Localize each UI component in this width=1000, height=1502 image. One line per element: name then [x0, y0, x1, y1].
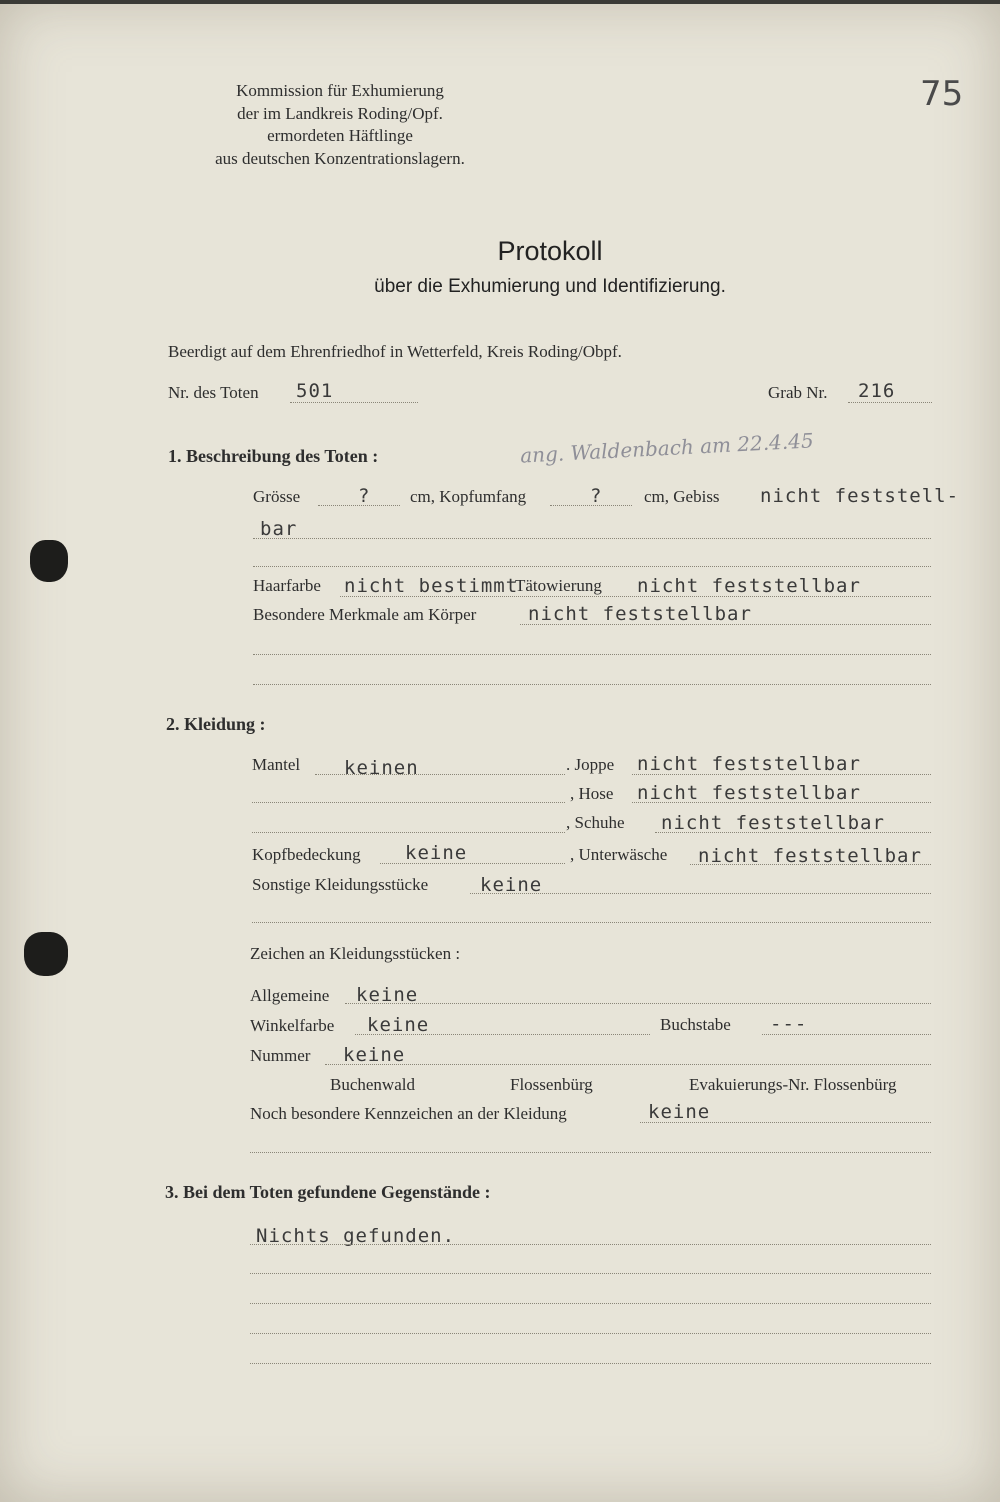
dotted-line	[632, 774, 931, 775]
commission-header	[170, 80, 510, 170]
cm-teeth-label: cm, Gebiss	[644, 487, 720, 506]
dotted-line	[252, 802, 565, 803]
schuhe-value: nicht feststellbar	[661, 812, 885, 834]
dead-number-value: 501	[296, 380, 334, 402]
dead-number-label: Nr. des Toten	[168, 383, 259, 402]
dotted-line	[250, 1363, 931, 1364]
zeichen-label: Zeichen an Kleidungsstücken :	[250, 944, 461, 963]
sonstige-label: Sonstige Kleidungsstücke	[252, 875, 429, 894]
marks-label: Besondere Merkmale am Körper	[253, 605, 477, 624]
hose-label: , Hose	[570, 784, 614, 803]
tattoo-value: nicht feststellbar	[637, 575, 861, 597]
grave-number-label: Grab Nr.	[768, 383, 828, 402]
commission-line: Kommission für Exhumierung	[236, 81, 444, 100]
dotted-line	[355, 1034, 650, 1035]
joppe-label: . Joppe	[566, 755, 615, 774]
section-3-heading: 3. Bei dem Toten gefundene Gegenstände :	[165, 1182, 491, 1202]
dotted-line	[318, 505, 400, 506]
teeth-value-continued: bar	[260, 518, 298, 540]
allgemeine-value: keine	[356, 984, 419, 1006]
nummer-label: Nummer	[250, 1046, 311, 1065]
dotted-line	[253, 654, 931, 655]
dotted-line	[655, 832, 931, 833]
buchstabe-value: ---	[770, 1013, 808, 1035]
noch-value: keine	[648, 1101, 711, 1123]
joppe-value: nicht feststellbar	[637, 753, 861, 775]
found-items-value: Nichts gefunden.	[256, 1225, 456, 1247]
hair-label: Haarfarbe	[253, 576, 321, 595]
noch-label: Noch besondere Kennzeichen an der Kleidung	[250, 1104, 567, 1123]
dotted-line	[632, 802, 931, 803]
dotted-line	[250, 1303, 931, 1304]
cm-head-label: cm, Kopfumfang	[410, 487, 527, 506]
size-label: Grösse	[253, 487, 301, 506]
dotted-line	[250, 1333, 931, 1334]
dotted-line	[252, 922, 931, 923]
mantel-value: keinen	[344, 757, 419, 779]
kopfbedeckung-value: keine	[405, 842, 468, 864]
tattoo-label: Tätowierung	[515, 576, 602, 595]
winkelfarbe-label: Winkelfarbe	[250, 1016, 335, 1035]
burial-line: Beerdigt auf dem Ehrenfriedhof in Wetterfeld, Kreis Roding/Obpf.	[168, 342, 622, 361]
commission-line: aus deutschen Konzentrationslagern.	[215, 148, 465, 168]
handwritten-note: ang. Waldenbach am 22.4.45	[519, 428, 815, 468]
mantel-label: Mantel	[252, 755, 301, 774]
punch-hole-top	[30, 540, 68, 582]
evakuierungs-nr: Evakuierungs-Nr. Flossenbürg	[689, 1075, 897, 1094]
buchstabe-label: Buchstabe	[660, 1015, 731, 1034]
dotted-line	[252, 832, 565, 833]
section-1-heading: 1. Beschreibung des Toten :	[168, 446, 379, 466]
dotted-line	[848, 402, 932, 403]
dotted-line	[253, 684, 931, 685]
camp-flossenbuerg: Flossenbürg	[510, 1075, 593, 1094]
dotted-line	[345, 1003, 931, 1004]
nummer-value: keine	[343, 1044, 406, 1066]
marks-value: nicht feststellbar	[528, 603, 752, 625]
head-circumference-value: ?	[590, 485, 603, 507]
hair-value: nicht bestimmt	[344, 575, 519, 597]
section-2-heading: 2. Kleidung :	[166, 714, 266, 734]
document-title: Protokoll	[497, 236, 603, 266]
document-subtitle: über die Exhumierung und Identifizierung.	[374, 276, 726, 297]
camp-buchenwald: Buchenwald	[330, 1075, 415, 1094]
dotted-line	[253, 538, 931, 539]
page-number: 75	[920, 74, 964, 114]
dotted-line	[315, 774, 565, 775]
schuhe-label: , Schuhe	[566, 813, 625, 832]
dotted-line	[250, 1273, 931, 1274]
unterwaesche-label: , Unterwäsche	[570, 845, 668, 864]
punch-hole-bottom	[24, 932, 68, 976]
dotted-line	[325, 1064, 931, 1065]
allgemeine-label: Allgemeine	[250, 986, 330, 1005]
hose-value: nicht feststellbar	[637, 782, 861, 804]
commission-line: der im Landkreis Roding/Opf.	[237, 103, 443, 123]
sonstige-value: keine	[480, 874, 543, 896]
teeth-value: nicht feststell-	[760, 485, 960, 507]
grave-number-value: 216	[858, 380, 896, 402]
dotted-line	[762, 1034, 931, 1035]
dotted-line	[250, 1152, 931, 1153]
dotted-line	[550, 505, 632, 506]
size-value: ?	[358, 485, 371, 507]
scan-edge	[0, 0, 1000, 4]
dotted-line	[340, 596, 931, 597]
kopfbedeckung-label: Kopfbedeckung	[252, 845, 361, 864]
dotted-line	[640, 1122, 931, 1123]
dotted-line	[380, 863, 565, 864]
dotted-line	[690, 864, 931, 865]
dotted-line	[250, 1244, 931, 1245]
dotted-line	[253, 566, 931, 567]
dotted-line	[290, 402, 418, 403]
unterwaesche-value: nicht feststellbar	[698, 845, 922, 867]
dotted-line	[520, 624, 931, 625]
winkelfarbe-value: keine	[367, 1014, 430, 1036]
commission-line: ermordeten Häftlinge	[267, 126, 413, 145]
dotted-line	[470, 893, 931, 894]
